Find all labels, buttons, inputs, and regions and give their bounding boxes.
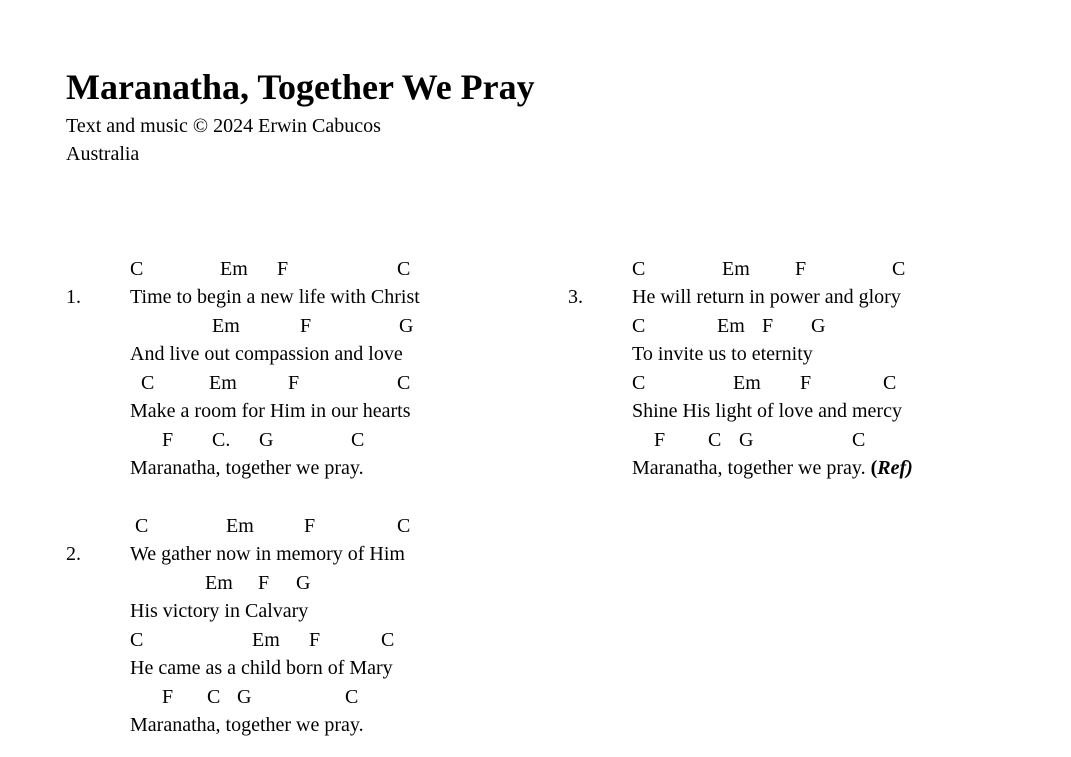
chord: Em bbox=[205, 572, 233, 594]
chord: F bbox=[300, 315, 312, 337]
chord-line bbox=[632, 314, 1012, 338]
verse-number: 3. bbox=[568, 286, 583, 308]
chord: Em bbox=[212, 315, 240, 337]
chord-line bbox=[130, 571, 510, 595]
chord-line bbox=[130, 428, 510, 452]
chord: C bbox=[397, 258, 411, 280]
chord: C bbox=[207, 686, 221, 708]
chord: G bbox=[811, 315, 826, 337]
chord-line bbox=[130, 514, 510, 538]
chord-line bbox=[130, 371, 510, 395]
chord: C bbox=[632, 372, 646, 394]
chord: Em bbox=[733, 372, 761, 394]
chord: Em bbox=[252, 629, 280, 651]
chord: C bbox=[708, 429, 722, 451]
chord: F bbox=[795, 258, 807, 280]
chord: G bbox=[237, 686, 252, 708]
chord-line bbox=[130, 257, 510, 281]
chord: G bbox=[739, 429, 754, 451]
chord: Em bbox=[722, 258, 750, 280]
chord: C bbox=[892, 258, 906, 280]
chord: C bbox=[397, 515, 411, 537]
chord: C bbox=[345, 686, 359, 708]
chord: F bbox=[162, 686, 174, 708]
chord: G bbox=[259, 429, 274, 451]
chord: F bbox=[277, 258, 289, 280]
chord: C bbox=[381, 629, 395, 651]
country-line: Australia bbox=[66, 143, 140, 165]
chord: Em bbox=[226, 515, 254, 537]
chord: F bbox=[162, 429, 174, 451]
lyric-line: He came as a child born of Mary bbox=[130, 657, 393, 679]
lyric-line: Shine His light of love and mercy bbox=[632, 400, 902, 422]
chord: C bbox=[130, 258, 144, 280]
refrain-label: Ref) bbox=[877, 457, 913, 479]
chord: Em bbox=[717, 315, 745, 337]
chord: F bbox=[288, 372, 300, 394]
lyric-line: And live out compassion and love bbox=[130, 343, 403, 365]
chord: Em bbox=[220, 258, 248, 280]
lyric-line: To invite us to eternity bbox=[632, 343, 813, 365]
chord: C bbox=[852, 429, 866, 451]
chord: G bbox=[399, 315, 414, 337]
chord: F bbox=[762, 315, 774, 337]
chord-line bbox=[632, 257, 1012, 281]
refrain-open-paren: ( bbox=[870, 457, 878, 479]
lyric-text: Maranatha, together we pray. bbox=[632, 457, 866, 479]
chord-line bbox=[130, 628, 510, 652]
chord: C bbox=[883, 372, 897, 394]
lyric-line: Maranatha, together we pray. bbox=[130, 714, 364, 736]
lyric-line bbox=[632, 456, 913, 480]
lyric-line: Make a room for Him in our hearts bbox=[130, 400, 411, 422]
chord: C bbox=[632, 258, 646, 280]
chord-line bbox=[632, 371, 1012, 395]
chord: C bbox=[130, 629, 144, 651]
chord: F bbox=[800, 372, 812, 394]
verse-number: 1. bbox=[66, 286, 81, 308]
chord: C bbox=[135, 515, 149, 537]
page-title: Maranatha, Together We Pray bbox=[66, 67, 535, 107]
chord: G bbox=[296, 572, 311, 594]
refrain-marker bbox=[871, 457, 913, 479]
lyric-line: We gather now in memory of Him bbox=[130, 543, 405, 565]
lyric-line: His victory in Calvary bbox=[130, 600, 309, 622]
chord: C bbox=[632, 315, 646, 337]
lyric-line: He will return in power and glory bbox=[632, 286, 901, 308]
chord: C bbox=[141, 372, 155, 394]
verse-number: 2. bbox=[66, 543, 81, 565]
chord-line bbox=[130, 685, 510, 709]
chord: F bbox=[258, 572, 270, 594]
chord: F bbox=[654, 429, 666, 451]
chord: Em bbox=[209, 372, 237, 394]
chord: F bbox=[304, 515, 316, 537]
copyright-line: Text and music © 2024 Erwin Cabucos bbox=[66, 115, 381, 137]
chord-line bbox=[130, 314, 510, 338]
chord-line bbox=[632, 428, 1012, 452]
chord: F bbox=[309, 629, 321, 651]
chord: C bbox=[351, 429, 365, 451]
lyric-line: Time to begin a new life with Christ bbox=[130, 286, 420, 308]
lyric-line: Maranatha, together we pray. bbox=[130, 457, 364, 479]
chord: C bbox=[397, 372, 411, 394]
chord: C. bbox=[212, 429, 231, 451]
